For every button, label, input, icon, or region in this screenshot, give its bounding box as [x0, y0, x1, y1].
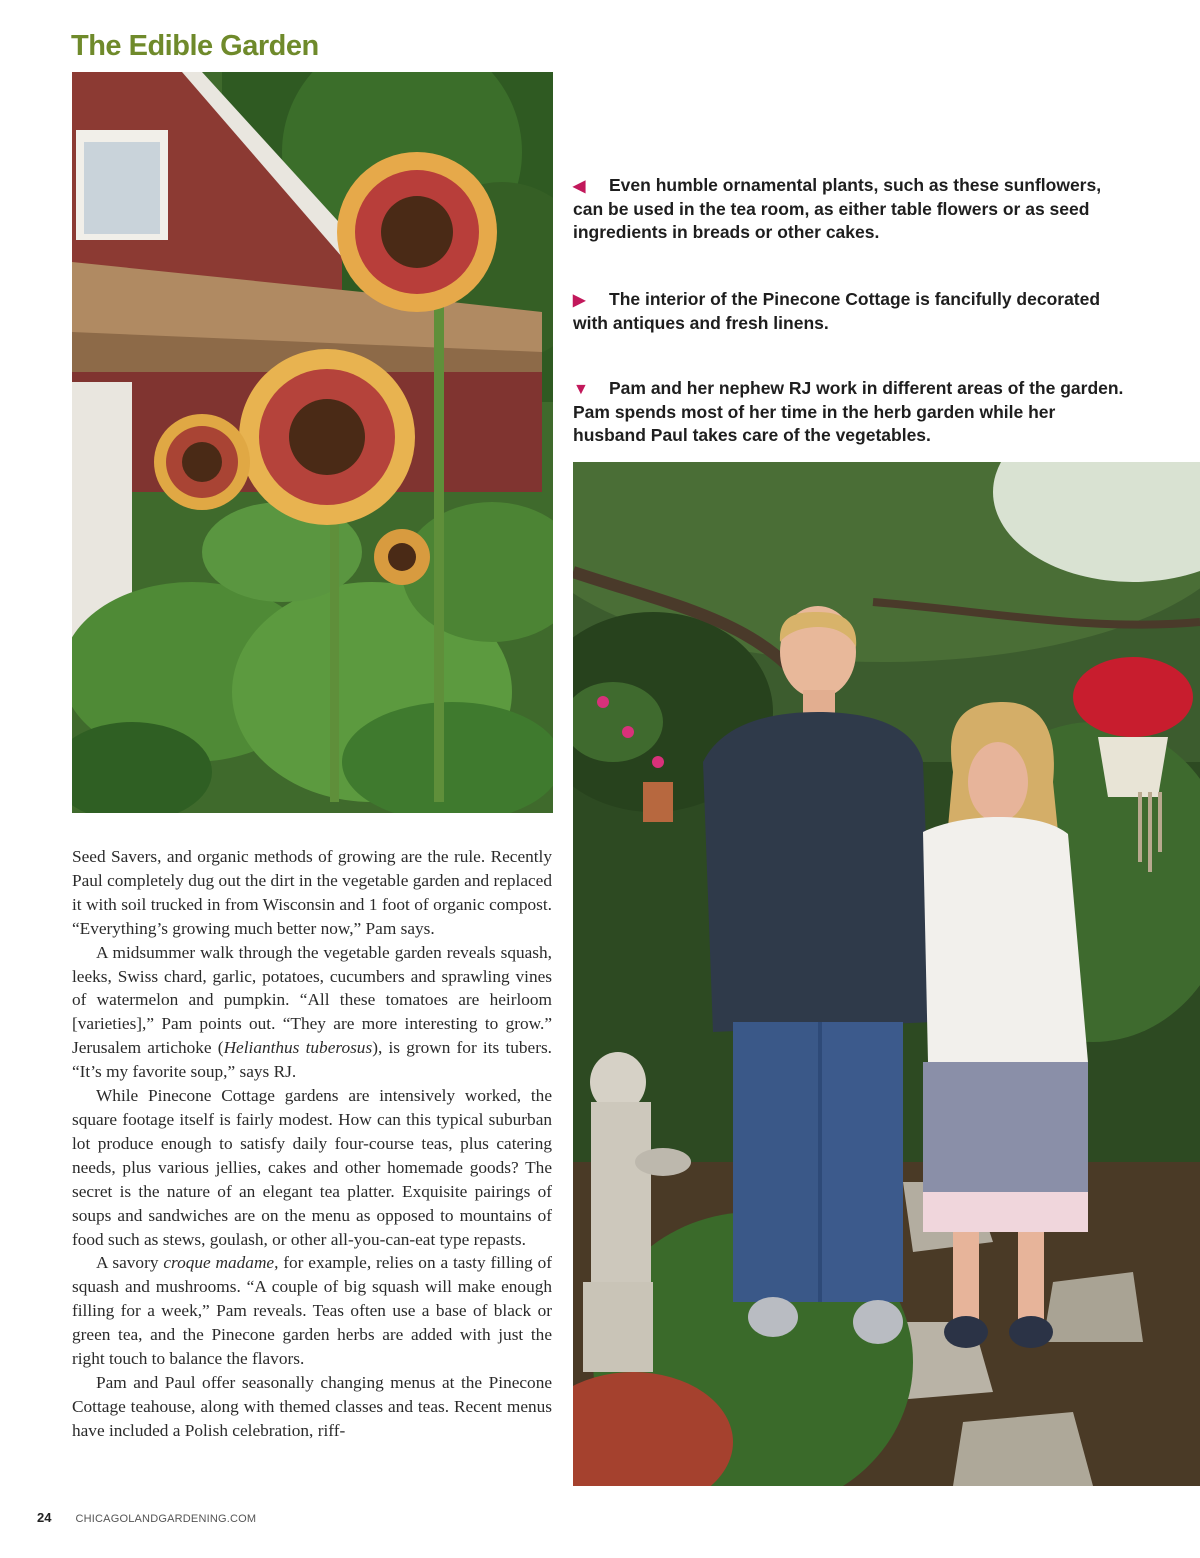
scientific-name: Helianthus tuberosus: [223, 1038, 373, 1058]
page-footer: [37, 1510, 256, 1525]
sunflowers-photo: [72, 72, 553, 813]
arrow-left-icon: ◀: [573, 178, 586, 195]
caption-text: The interior of the Pinecone Cottage is fancifully decorated with antiques and fresh linens.: [573, 289, 1101, 333]
section-title: The Edible Garden: [71, 30, 319, 62]
dish-name: croque madame: [163, 1253, 275, 1273]
caption-sunflowers: [573, 174, 1133, 244]
body-paragraph: A midsummer walk through the vegetable garden reveals squash, leeks, Swiss chard, garlic, potatoes, cucumbers and sprawling vines of watermelon and pumpkin. “All these tomatoes are heirloom [varieties],” Pam points out. “They are more interesting to grow.” Jerusalem artichoke (Helianthus tuberosus), is grown for its tubers. “It’s my favorite soup,” says RJ.: [72, 942, 552, 1082]
arrow-right-icon: ▶: [573, 292, 586, 309]
arrow-down-icon: ▼: [573, 381, 589, 398]
article-body: [72, 845, 552, 1443]
caption-portrait: [573, 377, 1133, 447]
caption-text: Pam and her nephew RJ work in different areas of the garden. Pam spends most of her time in the herb garden while her husband Paul takes care of the vegetables.: [573, 378, 1124, 445]
website-url: CHICAGOLANDGARDENING.COM: [75, 1513, 257, 1525]
body-paragraph: Pam and Paul offer seasonally changing menus at the Pinecone Cottage teahouse, along with themed classes and teas. Recent menus have included a Polish celebration, riff-: [72, 1372, 552, 1440]
body-paragraph: A savory croque madame, for example, relies on a tasty filling of squash and mushrooms. “A couple of big squash will make enough filling for a week,” Pam reveals. Teas often use a base of black or green tea, and the Pinecone garden herbs are added with just the right touch to balance the flavors.: [72, 1253, 552, 1369]
caption-text: Even humble ornamental plants, such as these sunflowers, can be used in the tea room, as either table flowers or as seed ingredients in breads or other cakes.: [573, 175, 1102, 242]
body-paragraph: While Pinecone Cottage gardens are intensively worked, the square footage itself is fairly modest. How can this typical suburban lot produce enough to satisfy daily four-course teas, plus catering needs, plus various jellies, cakes and other homemade goods? The secret is the nature of an elegant tea platter. Exquisite pairings of soups and sandwiches are on the menu as opposed to mountains of food such as stews, goulash, or other all-you-can-eat type repasts.: [72, 1086, 552, 1249]
body-paragraph: Seed Savers, and organic methods of growing are the rule. Recently Paul completely dug out the dirt in the vegetable garden and replaced it with soil trucked in from Wisconsin and 1 foot of organic compost. “Everything’s growing much better now,” Pam says.: [72, 847, 552, 938]
pam-and-rj-photo: [573, 462, 1200, 1486]
page-number: 24: [37, 1510, 52, 1525]
caption-interior: [573, 288, 1133, 335]
